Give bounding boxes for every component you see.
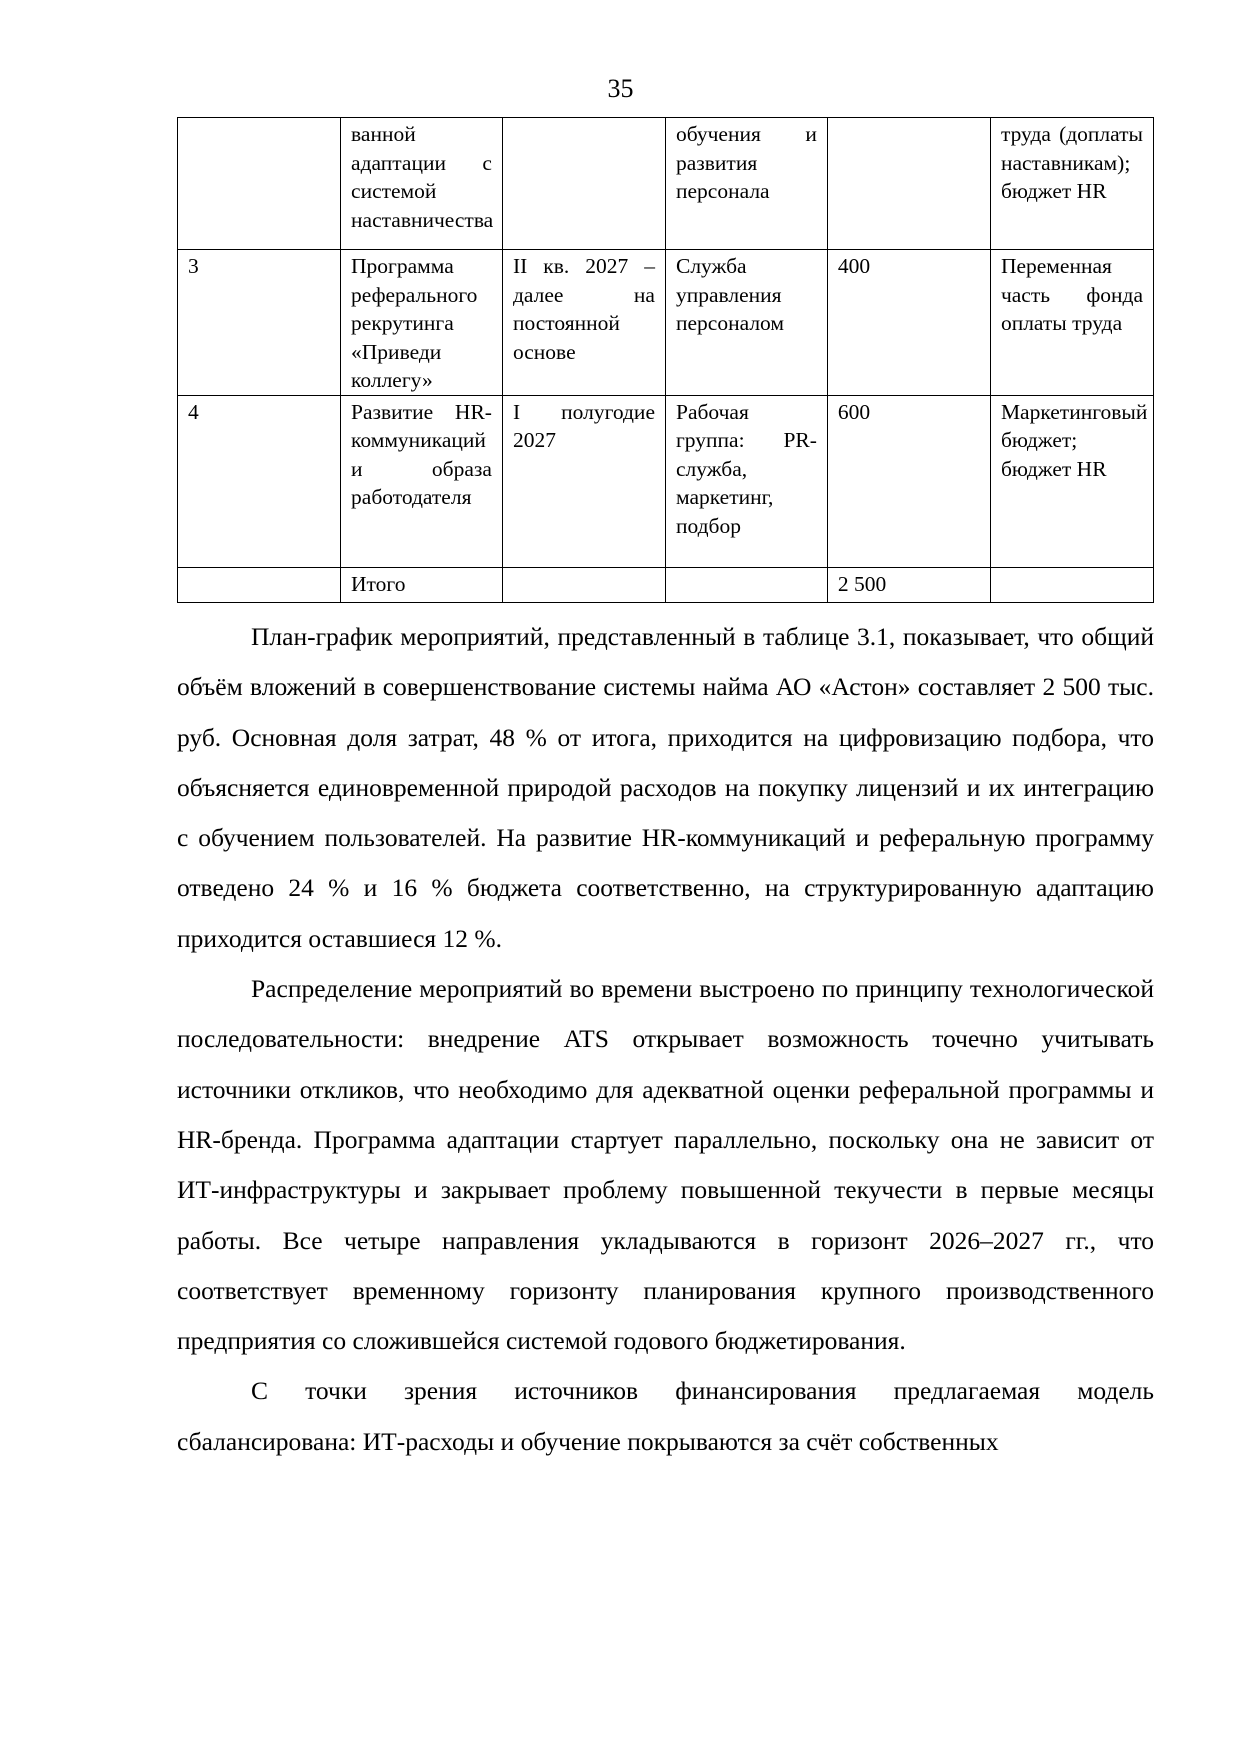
table-cell-period: I полугодие 2027 — [502, 395, 665, 567]
table-row — [178, 118, 1154, 250]
paragraph: С точки зрения источников финансирования предлагаемая модель сбалансирована: ИТ-расходы и обучение покрываются за счёт собственных — [177, 1376, 1154, 1456]
activity-plan-table — [177, 117, 1154, 603]
table-cell-number: 4 — [178, 395, 341, 567]
table-cell-source: Маркетинговый бюджет; бюджет HR — [990, 395, 1153, 567]
table-cell-budget: 400 — [827, 250, 990, 396]
body-text — [177, 612, 1154, 1467]
table-cell-period: II кв. 2027 – далее на постоянной основе — [502, 250, 665, 396]
table-cell-budget: 600 — [827, 395, 990, 567]
paragraph: Распределение мероприятий во времени выстроено по принципу технологической последовательности: внедрение ATS открывает возможность точечно учитывать источники откликов, что необходимо для адекватной оценки реферальной программы и HR-бренда. Программа адаптации стартует параллельно, поскольку она не зависит от ИТ-инфраструктуры и закрывает проблему повышенной текучести в первые месяцы работы. Все четыре направления укладываются в горизонт 2026–2027 гг., что соответствует временному горизонту планирования крупного производственного предприятия со сложившейся системой годового бюджетирования. — [177, 974, 1154, 1356]
table-cell-responsible — [665, 567, 827, 602]
paragraph: План-график мероприятий, представленный в таблице 3.1, показывает, что общий объём вложений в совершенствование системы найма АО «Астон» составляет 2 500 тыс. руб. Основная доля затрат, 48 % от итога, приходится на цифровизацию подбора, что объясняется единовременной природой расходов на покупку лицензий и их интеграцию с обучением пользователей. На развитие HR-коммуникаций и реферальную программу отведено 24 % и 16 % бюджета соответственно, на структурированную адаптацию приходится оставшиеся 12 %. — [177, 622, 1154, 953]
table-cell-number — [178, 567, 341, 602]
table-cell-period — [502, 567, 665, 602]
table-total-row — [178, 567, 1154, 602]
table-cell-number: 3 — [178, 250, 341, 396]
table-cell-source — [990, 567, 1153, 602]
table-cell-responsible: Рабочая группа: PR-служба, маркетинг, подбор — [665, 395, 827, 567]
table-cell-period — [502, 118, 665, 250]
table-cell-source: труда (доплаты наставникам); бюджет HR — [990, 118, 1153, 250]
table-cell-total-label: Итого — [341, 567, 503, 602]
table-cell-total-value: 2 500 — [827, 567, 990, 602]
table-row — [178, 250, 1154, 396]
table-cell-responsible: обучения и развития персонала — [665, 118, 827, 250]
table-row — [178, 395, 1154, 567]
table-cell-number — [178, 118, 341, 250]
table-cell-source: Переменная часть фонда оплаты труда — [990, 250, 1153, 396]
page-number: 35 — [607, 74, 634, 103]
table-cell-activity: Развитие HR-коммуникаций и образа работодателя — [341, 395, 503, 567]
table-cell-activity: ванной адаптации с системой наставничества — [341, 118, 503, 250]
table-cell-activity: Программа реферального рекрутинга «Приведи коллегу» — [341, 250, 503, 396]
table-cell-responsible: Служба управления персоналом — [665, 250, 827, 396]
table-cell-budget — [827, 118, 990, 250]
